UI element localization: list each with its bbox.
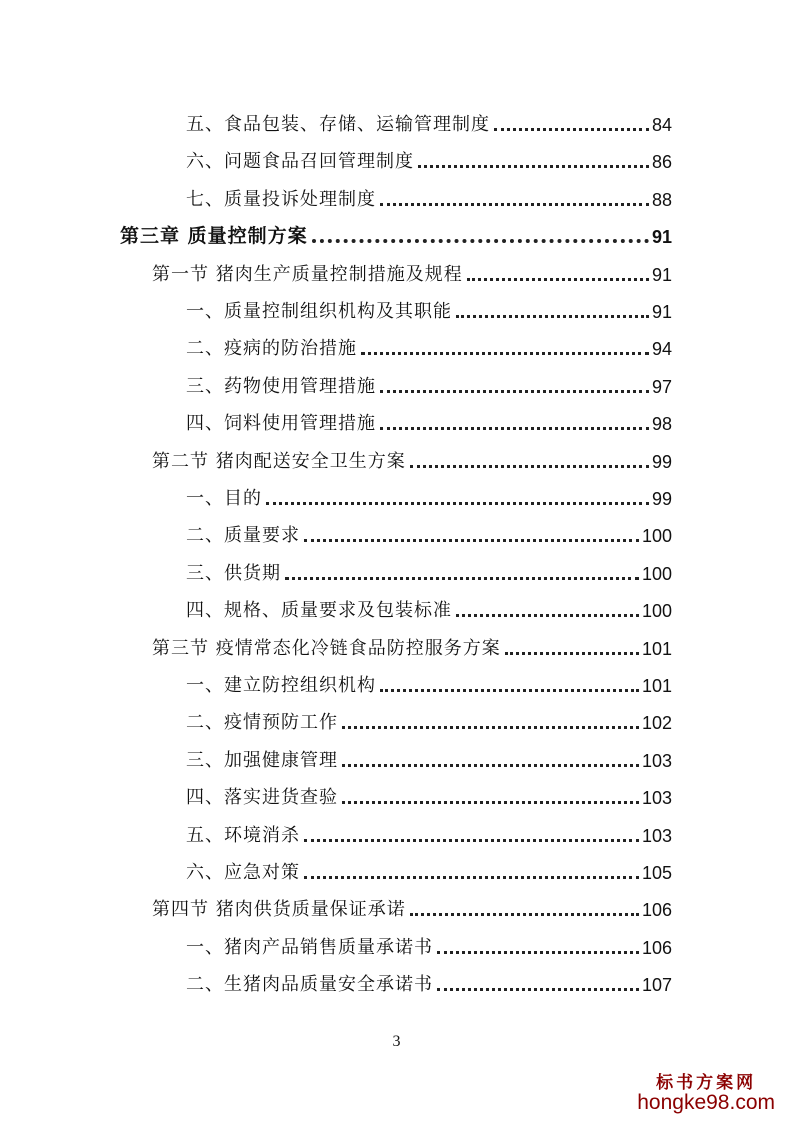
- toc-page-number: 99: [651, 452, 672, 472]
- leader-dots: [361, 352, 649, 355]
- toc-page-number: 99: [651, 489, 672, 509]
- toc-entry[interactable]: [186, 104, 672, 134]
- toc-page-number: 106: [641, 900, 672, 920]
- toc-entry-title: 三、加强健康管理: [186, 750, 338, 771]
- toc-entry-title: 三、药物使用管理措施: [186, 376, 376, 397]
- leader-dots: [418, 165, 649, 168]
- toc-entry-title: 一、质量控制组织机构及其职能: [186, 301, 452, 322]
- toc-entry-title: 二、疫情预防工作: [186, 712, 338, 733]
- toc-entry-title: 六、问题食品召回管理制度: [186, 151, 414, 172]
- toc-entry[interactable]: [186, 702, 672, 732]
- toc-page-number: 103: [641, 751, 672, 771]
- toc-entry-title: 一、目的: [186, 488, 262, 509]
- toc-page-number: 84: [651, 115, 672, 135]
- leader-dots: [380, 390, 649, 393]
- toc-page-number: 97: [651, 377, 672, 397]
- toc-entry[interactable]: [186, 179, 672, 209]
- toc-page-number: 107: [641, 975, 672, 995]
- toc-entry-title: 第三节 疫情常态化冷链食品防控服务方案: [152, 638, 501, 659]
- toc-entry[interactable]: [186, 478, 672, 508]
- leader-dots: [380, 689, 639, 692]
- toc-page-number: 100: [641, 564, 672, 584]
- leader-dots: [304, 839, 639, 842]
- toc-entry-title: 七、质量投诉处理制度: [186, 189, 376, 210]
- leader-dots: [304, 876, 639, 879]
- toc-page-number: 91: [651, 265, 672, 285]
- toc-entry-title: 二、疫病的防治措施: [186, 338, 357, 359]
- leader-dots: [266, 502, 649, 505]
- toc-entry-title: 第二节 猪肉配送安全卫生方案: [152, 451, 406, 472]
- toc-page-number: 88: [651, 190, 672, 210]
- page-number: 3: [392, 1033, 401, 1050]
- toc-entry-title: 第一节 猪肉生产质量控制措施及规程: [152, 264, 463, 285]
- leader-dots: [505, 652, 639, 655]
- toc-entry[interactable]: [186, 328, 672, 358]
- watermark-title: 标书方案网: [656, 1073, 757, 1093]
- watermark-url: hongke98.com: [637, 1091, 775, 1114]
- toc-entry-title: 二、生猪肉品质量安全承诺书: [186, 974, 433, 995]
- toc-entry[interactable]: [186, 927, 672, 957]
- toc-page-number: 91: [651, 302, 672, 322]
- toc-page-number: 106: [641, 938, 672, 958]
- toc-entry[interactable]: [186, 366, 672, 396]
- leader-dots: [467, 278, 649, 281]
- leader-dots: [285, 577, 639, 580]
- leader-dots: [304, 539, 639, 542]
- toc-page-number: 86: [651, 152, 672, 172]
- toc-entry[interactable]: [152, 889, 672, 919]
- toc-entry-title: 六、应急对策: [186, 862, 300, 883]
- toc-entry[interactable]: [186, 515, 672, 545]
- toc-entry-title: 二、质量要求: [186, 525, 300, 546]
- toc-page-number: 102: [641, 713, 672, 733]
- toc-page-number: 100: [641, 601, 672, 621]
- toc-entry[interactable]: [186, 553, 672, 583]
- toc-page-number: 91: [651, 227, 672, 247]
- toc-page-number: 98: [651, 414, 672, 434]
- toc-entry-title: 一、建立防控组织机构: [186, 675, 376, 696]
- toc-entry[interactable]: [152, 254, 672, 284]
- leader-dots: [437, 951, 639, 954]
- toc-page-number: 101: [641, 676, 672, 696]
- leader-dots: [380, 427, 649, 430]
- toc-entry[interactable]: [152, 628, 672, 658]
- leader-dots: [380, 203, 649, 206]
- toc-entry-title: 第四节 猪肉供货质量保证承诺: [152, 899, 406, 920]
- toc-entry[interactable]: [186, 964, 672, 994]
- toc-page-number: 105: [641, 863, 672, 883]
- toc-entry[interactable]: [186, 665, 672, 695]
- toc-entry[interactable]: [120, 216, 672, 246]
- toc-entry[interactable]: [186, 740, 672, 770]
- toc-entry-title: 四、落实进货查验: [186, 787, 338, 808]
- toc-entry[interactable]: [186, 403, 672, 433]
- toc-entry[interactable]: [186, 291, 672, 321]
- leader-dots: [342, 726, 639, 729]
- toc-page-number: 103: [641, 788, 672, 808]
- toc-entry[interactable]: [186, 852, 672, 882]
- toc-entry[interactable]: [152, 441, 672, 471]
- toc-entry[interactable]: [186, 777, 672, 807]
- leader-dots: [456, 315, 649, 318]
- leader-dots: [437, 988, 639, 991]
- leader-dots: [342, 764, 639, 767]
- toc-page-number: 94: [651, 339, 672, 359]
- leader-dots: [456, 614, 639, 617]
- leader-dots: [410, 465, 649, 468]
- leader-dots: [312, 239, 649, 243]
- toc-entry-title: 第三章 质量控制方案: [120, 225, 308, 247]
- toc-entry[interactable]: [186, 815, 672, 845]
- leader-dots: [494, 128, 649, 131]
- toc-entry-title: 五、环境消杀: [186, 825, 300, 846]
- toc-entry[interactable]: [186, 141, 672, 171]
- leader-dots: [410, 913, 639, 916]
- toc-entry-title: 一、猪肉产品销售质量承诺书: [186, 937, 433, 958]
- leader-dots: [342, 801, 639, 804]
- toc-entry-title: 四、饲料使用管理措施: [186, 413, 376, 434]
- toc-entry-title: 五、食品包装、存储、运输管理制度: [186, 114, 490, 135]
- toc-page-number: 100: [641, 526, 672, 546]
- toc-entry[interactable]: [186, 590, 672, 620]
- toc-page-number: 103: [641, 826, 672, 846]
- toc-entry-title: 三、供货期: [186, 563, 281, 584]
- toc-page-number: 101: [641, 639, 672, 659]
- toc-entry-title: 四、规格、质量要求及包装标准: [186, 600, 452, 621]
- site-watermark: [637, 1068, 775, 1115]
